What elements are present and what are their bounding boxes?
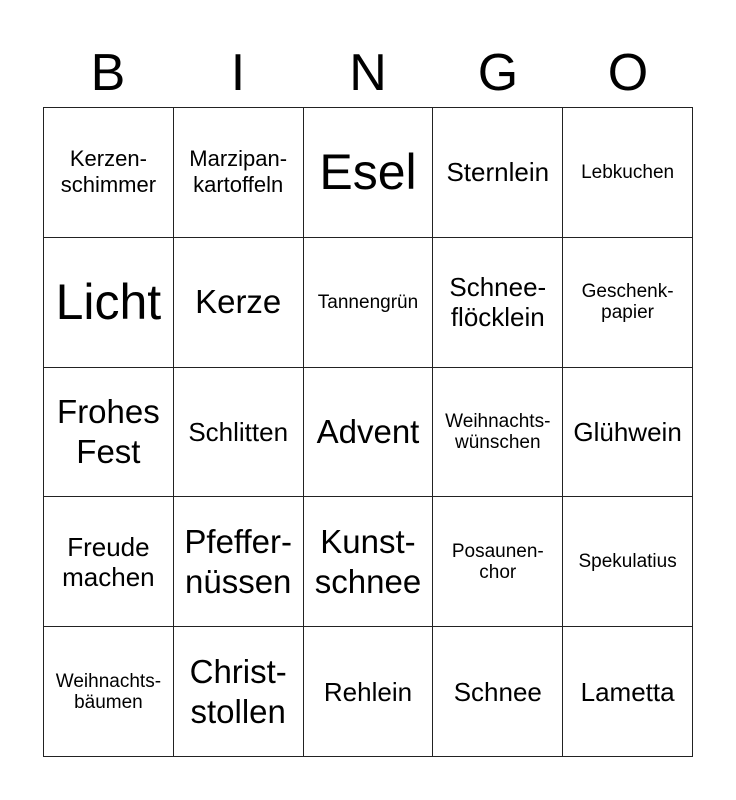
cell-text: Schnee bbox=[453, 676, 542, 707]
header-letter-b: B bbox=[90, 44, 126, 102]
bingo-cell-r1-c3[interactable] bbox=[433, 238, 563, 368]
bingo-cell-r4-c4[interactable] bbox=[563, 627, 693, 757]
cell-text: Sternlein bbox=[446, 157, 550, 188]
cell-text: Esel bbox=[319, 144, 417, 201]
cell-text: Schnee- flöcklein bbox=[449, 272, 547, 333]
bingo-cell-r2-c4[interactable] bbox=[563, 368, 693, 498]
cell-text: Frohes Fest bbox=[57, 392, 160, 470]
bingo-cell-r3-c4[interactable] bbox=[563, 497, 693, 627]
cell-text: Tannengrün bbox=[317, 291, 419, 313]
cell-text: Kerze bbox=[195, 283, 282, 321]
bingo-cell-r3-c1[interactable] bbox=[174, 497, 304, 627]
cell-text: Pfeffer- nüssen bbox=[184, 522, 292, 600]
bingo-cell-r1-c0[interactable] bbox=[44, 238, 174, 368]
cell-text: Schlitten bbox=[188, 416, 289, 447]
bingo-cell-r0-c2[interactable] bbox=[304, 108, 434, 238]
bingo-cell-r0-c3[interactable] bbox=[433, 108, 563, 238]
bingo-cell-r3-c3[interactable] bbox=[433, 497, 563, 627]
bingo-cell-r1-c4[interactable] bbox=[563, 238, 693, 368]
bingo-cell-r3-c0[interactable] bbox=[44, 497, 174, 627]
cell-text: Kunst- schnee bbox=[314, 522, 422, 600]
cell-text: Posaunen- chor bbox=[451, 540, 544, 583]
cell-text: Freude machen bbox=[62, 531, 155, 592]
cell-text: Lametta bbox=[580, 676, 675, 707]
header-letter-g: G bbox=[477, 44, 519, 102]
bingo-cell-r1-c1[interactable] bbox=[174, 238, 304, 368]
bingo-cell-r0-c1[interactable] bbox=[174, 108, 304, 238]
bingo-cell-r1-c2[interactable] bbox=[304, 238, 434, 368]
bingo-cell-r4-c3[interactable] bbox=[433, 627, 563, 757]
bingo-cell-r4-c0[interactable] bbox=[44, 627, 174, 757]
cell-text: Geschenk- papier bbox=[581, 281, 674, 324]
bingo-cell-r2-c3[interactable] bbox=[433, 368, 563, 498]
bingo-cell-r0-c0[interactable] bbox=[44, 108, 174, 238]
cell-text: Weihnachts- bäumen bbox=[55, 670, 162, 713]
bingo-cell-r2-c1[interactable] bbox=[174, 368, 304, 498]
bingo-grid bbox=[43, 107, 693, 757]
cell-text: Glühwein bbox=[573, 416, 682, 447]
bingo-header bbox=[43, 40, 693, 106]
cell-text: Rehlein bbox=[323, 676, 413, 707]
cell-text: Licht bbox=[55, 274, 162, 331]
header-letter-n: N bbox=[349, 44, 387, 102]
bingo-cell-r4-c1[interactable] bbox=[174, 627, 304, 757]
bingo-cell-r4-c2[interactable] bbox=[304, 627, 434, 757]
cell-text: Weihnachts- wünschen bbox=[445, 410, 551, 453]
header-letter-i: I bbox=[230, 44, 246, 102]
cell-text: Kerzen- schimmer bbox=[60, 146, 157, 198]
bingo-cell-r2-c0[interactable] bbox=[44, 368, 174, 498]
cell-text: Advent bbox=[316, 412, 420, 450]
cell-text: Marzipan- kartoffeln bbox=[189, 146, 288, 198]
cell-text: Lebkuchen bbox=[581, 161, 675, 183]
cell-text: Spekulatius bbox=[578, 551, 677, 573]
bingo-cell-r3-c2[interactable] bbox=[304, 497, 434, 627]
cell-text: Christ- stollen bbox=[189, 652, 287, 730]
bingo-cell-r2-c2[interactable] bbox=[304, 368, 434, 498]
bingo-cell-r0-c4[interactable] bbox=[563, 108, 693, 238]
header-letter-o: O bbox=[607, 44, 649, 102]
